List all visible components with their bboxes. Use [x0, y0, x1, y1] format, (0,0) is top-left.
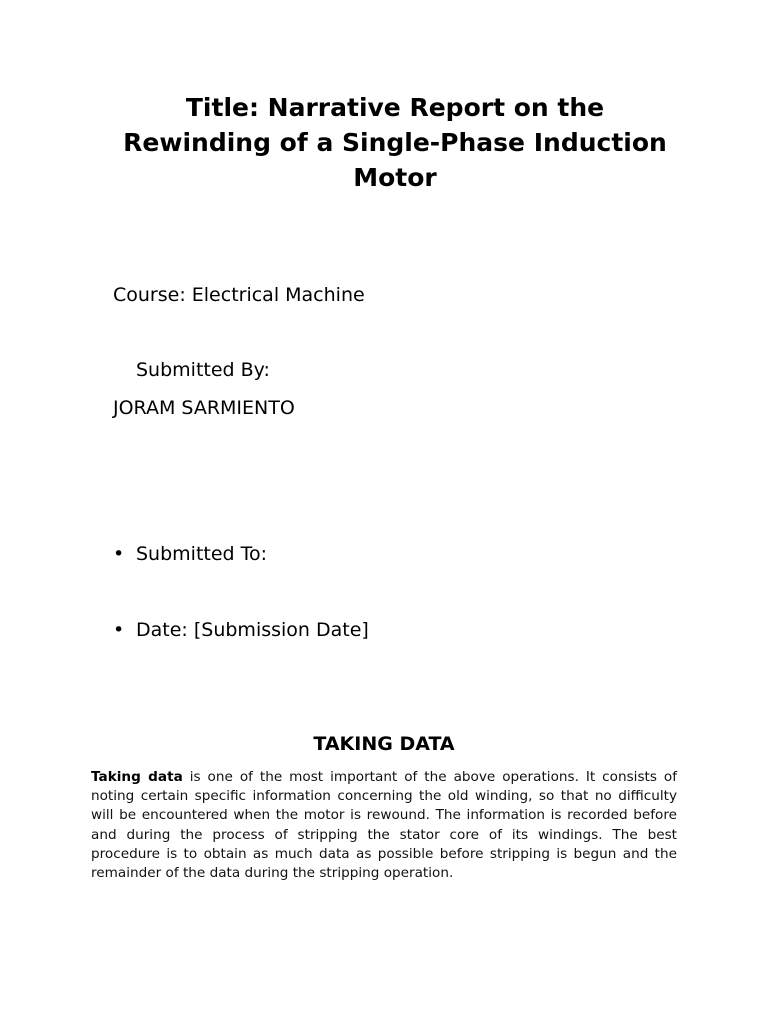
submitted-to-item	[113, 541, 267, 567]
paragraph-body: is one of the most important of the above operations. It consists of noting certain specific information concerning the old winding, so that no difficulty will be encountered when the motor is rewound. The information is recorded before and during the process of stripping the stator core of its windings. The best procedure is to obtain as much data as possible before stripping is begun and the remainder of the data during the stripping operation.	[91, 769, 678, 882]
author-name: JORAM SARMIENTO	[113, 397, 295, 419]
bullet-icon: •	[113, 543, 125, 565]
submitted-to-label: Submitted To:	[136, 543, 268, 565]
date-label: Date: [Submission Date]	[136, 619, 369, 641]
bullet-icon: •	[113, 619, 125, 641]
section-paragraph	[91, 768, 677, 883]
title-line-2: Rewinding of a Single-Phase Induction	[123, 128, 667, 157]
document-title	[95, 90, 695, 195]
title-line-3: Motor	[353, 163, 437, 192]
title-line-1: Title: Narrative Report on the	[185, 93, 605, 122]
submitted-by-label: Submitted By:	[136, 359, 270, 381]
course-line: Course: Electrical Machine	[113, 284, 365, 306]
section-heading: TAKING DATA	[313, 733, 455, 755]
paragraph-lead-bold: Taking data	[91, 769, 183, 785]
date-item	[113, 617, 369, 643]
